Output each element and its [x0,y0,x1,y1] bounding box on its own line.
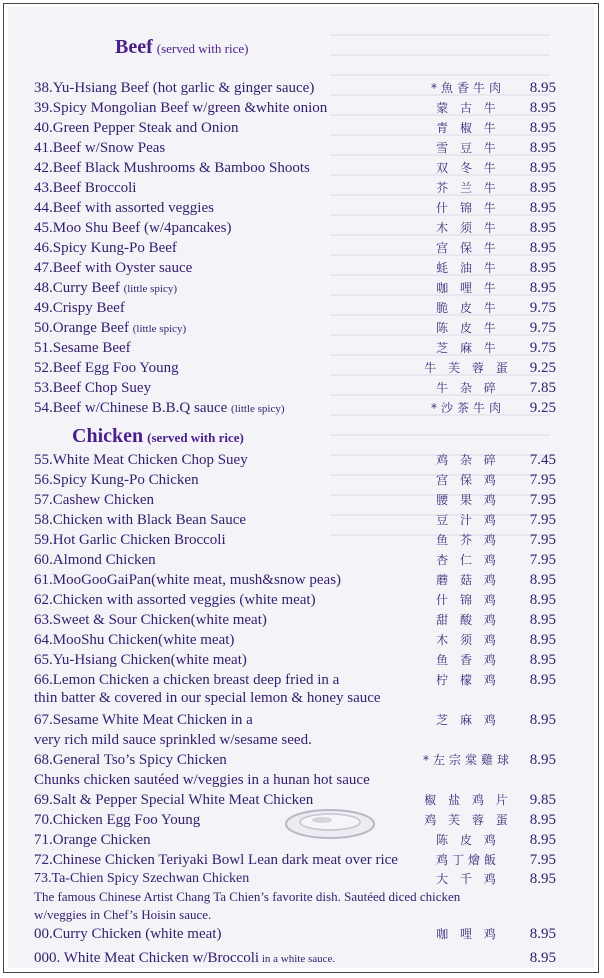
menu-item: 65.Yu-Hsiang Chicken(white meat) 鱼 香 鸡 8.95 [34,652,556,668]
lemon-chicken-description: thin batter & covered in our special lemon & honey sauce [34,690,381,706]
menu-item: 71.Orange Chicken 陈 皮 鸡 8.95 [34,832,556,848]
menu-item: 64.MooShu Chicken(white meat) 木 须 鸡 8.95 [34,632,556,648]
menu-item: 68.General Tso’s Spicy Chicken *左宗棠雞球 8.95 [34,752,556,768]
menu-item: 49.Crispy Beef 脆 皮 牛 9.75 [34,300,556,316]
menu-item: 45.Moo Shu Beef (w/4pancakes) 木 须 牛 8.95 [34,220,556,236]
menu-item: 41.Beef w/Snow Peas 雪 豆 牛 8.95 [34,140,556,156]
ta-chien-description-line-2: w/veggies in Chef’s Hoisin sauce. [34,907,212,922]
menu-item: 39.Spicy Mongolian Beef w/green &white onion 蒙 古 牛 8.95 [34,100,556,116]
menu-item: 000. White Meat Chicken w/Broccoli in a white sauce. 8.95 [34,950,556,966]
menu-item: 60.Almond Chicken 杏 仁 鸡 7.95 [34,552,556,568]
menu-item: 57.Cashew Chicken 腰 果 鸡 7.95 [34,492,556,508]
menu-item: 52.Beef Egg Foo Young 牛 芙 蓉 蛋 9.25 [34,360,556,376]
menu-item: 62.Chicken with assorted veggies (white meat) 什 锦 鸡 8.95 [34,592,556,608]
menu-item: 73.Ta-Chien Spicy Szechwan Chicken 大 千 鸡 8.95 [34,871,556,887]
menu-item: 69.Salt & Pepper Special White Meat Chicken 椒 盐 鸡 片 9.85 [34,792,556,808]
menu-item: 66.Lemon Chicken a chicken breast deep fried in a 柠 檬 鸡 8.95 [34,672,556,688]
chicken-note: (served with rice) [147,430,244,445]
menu-item: 40.Green Pepper Steak and Onion 青 椒 牛 8.95 [34,120,556,136]
menu-item: 63.Sweet & Sour Chicken(white meat) 甜 酸 鸡 8.95 [34,612,556,628]
menu-item: 59.Hot Garlic Chicken Broccoli 鱼 芥 鸡 7.95 [34,532,556,548]
menu-item: 58.Chicken with Black Bean Sauce 豆 汁 鸡 7.95 [34,512,556,528]
menu-item: 47.Beef with Oyster sauce 蚝 油 牛 8.95 [34,260,556,276]
menu-item: 54.Beef w/Chinese B.B.Q sauce (little spicy) *沙茶牛肉 9.25 [34,400,556,416]
menu-item: 51.Sesame Beef 芝 麻 牛 9.75 [34,340,556,356]
general-tso-description: Chunks chicken sautéed w/veggies in a hunan hot sauce [34,772,370,788]
menu-item: 56.Spicy Kung-Po Chicken 宫 保 鸡 7.95 [34,472,556,488]
menu-item: 55.White Meat Chicken Chop Suey 鸡 杂 碎 7.45 [34,452,556,468]
sesame-chicken-description: very rich mild sauce sprinkled w/sesame seed. [34,732,312,748]
ta-chien-description-line-1: The famous Chinese Artist Chang Ta Chien’s favorite dish. Sautéed diced chicken [34,889,461,904]
chicken-title: Chicken [72,425,144,447]
menu-item: 53.Beef Chop Suey 牛 杂 碎 7.85 [34,380,556,396]
menu-item: 61.MooGooGaiPan(white meat, mush&snow peas) 蘑 菇 鸡 8.95 [34,572,556,588]
beef-section-header [115,36,248,59]
dish-logo-icon [282,800,378,842]
menu-item: 42.Beef Black Mushrooms & Bamboo Shoots 双 冬 牛 8.95 [34,160,556,176]
menu-item: 44.Beef with assorted veggies 什 锦 牛 8.95 [34,200,556,216]
menu-item: 70.Chicken Egg Foo Young 鸡 芙 蓉 蛋 8.95 [34,812,556,828]
menu-item: 00.Curry Chicken (white meat) 咖 哩 鸡 8.95 [34,926,556,942]
menu-item: 43.Beef Broccoli 芥 兰 牛 8.95 [34,180,556,196]
beef-title: Beef [115,36,153,58]
beef-note: (served with rice) [156,41,249,56]
chicken-section-header [72,425,244,448]
menu-item: 48.Curry Beef (little spicy) 咖 哩 牛 8.95 [34,280,556,296]
menu-item: 46.Spicy Kung-Po Beef 宫 保 牛 8.95 [34,240,556,256]
menu-item: 50.Orange Beef (little spicy) 陈 皮 牛 9.75 [34,320,556,336]
menu-item: 67.Sesame White Meat Chicken in a 芝 麻 鸡 8.95 [34,712,556,728]
menu-item: 72.Chinese Chicken Teriyaki Bowl Lean dark meat over rice 鸡丁燴飯 7.95 [34,852,556,868]
menu-item: 38.Yu-Hsiang Beef (hot garlic & ginger sauce) *魚香牛肉 8.95 [34,80,556,96]
